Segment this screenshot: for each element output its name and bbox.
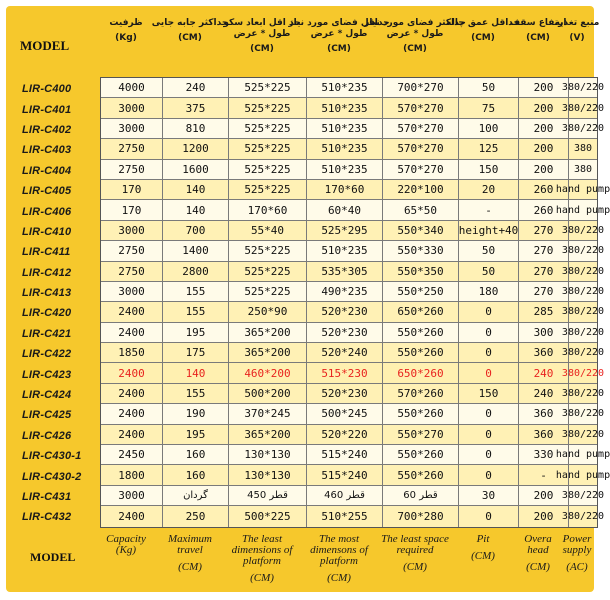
table-cell: 380/220 (561, 286, 605, 298)
header-unit: (CM) (178, 33, 202, 43)
model-cell: LIR-C426 (22, 429, 72, 442)
table-cell: 525*225 (229, 180, 307, 199)
table-cell: 515*240 (307, 445, 383, 464)
table-cell: 380/220 (561, 306, 605, 318)
table-row (101, 98, 605, 118)
table-cell: 240 (519, 363, 569, 382)
table-cell: 550*270 (383, 425, 459, 444)
model-cell: LIR-C401 (22, 103, 72, 116)
footer-label-line: head (527, 544, 549, 556)
table-cell: 2800 (163, 262, 229, 281)
table-cell: 260 (519, 180, 569, 199)
footer-unit: (CM) (327, 572, 351, 584)
table-cell: 500*225 (229, 506, 307, 526)
table-cell: 130*130 (229, 465, 307, 484)
model-cell: LIR-C421 (22, 327, 72, 340)
table-cell: hand pump (555, 449, 610, 461)
table-cell: 20 (459, 180, 519, 199)
table-cell: 550*350 (383, 262, 459, 281)
table-row (101, 425, 605, 445)
table-cell: 380/220 (561, 245, 605, 257)
model-cell: LIR-C425 (22, 409, 72, 422)
table-cell: 380/220 (561, 510, 605, 522)
footer-label-line: Pit (476, 533, 490, 545)
table-cell: 0 (459, 343, 519, 362)
footer-label-line: platform (243, 555, 281, 567)
header-title: حد اقل ابعاد سکو (223, 18, 301, 28)
table-cell: 550*330 (383, 241, 459, 260)
table-cell: 300 (519, 323, 569, 342)
table-cell: 360 (519, 425, 569, 444)
table-cell: 510*235 (307, 160, 383, 179)
table-cell: 260 (519, 200, 569, 219)
table-cell: 380/220 (561, 490, 605, 501)
model-header-label: MODEL (20, 38, 70, 53)
table-cell: 250 (163, 506, 229, 526)
footer-label-line: travel (177, 544, 203, 556)
header-cell (151, 12, 229, 74)
footer-unit: (CM) (403, 561, 427, 573)
persian-header (6, 12, 600, 74)
table-cell: 570*270 (383, 119, 459, 138)
table-row (101, 78, 605, 98)
table-cell: 2400 (101, 506, 163, 526)
table-cell: 380/220 (561, 388, 605, 400)
table-cell: 2400 (101, 302, 163, 321)
table-cell: 2400 (101, 323, 163, 342)
table-cell: 380/220 (561, 122, 605, 134)
header-cell (364, 12, 466, 74)
table-cell: 220*100 (383, 180, 459, 199)
model-cell: LIR-C431 (22, 491, 72, 503)
table-cell: 520*220 (307, 425, 383, 444)
header-unit: (CM) (526, 33, 550, 43)
table-cell: 380/220 (561, 265, 605, 277)
table-cell: 450 قطر (229, 486, 307, 505)
table-cell: hand pump (555, 184, 610, 196)
table-cell: 700*280 (383, 506, 459, 526)
table-row (101, 180, 610, 200)
table-cell: 380/220 (561, 347, 605, 359)
model-cell: LIR-C406 (22, 205, 72, 218)
table-cell: 195 (163, 323, 229, 342)
table-cell: 515*230 (307, 363, 383, 382)
table-cell: 460*200 (229, 363, 307, 382)
table-cell: 525*225 (229, 282, 307, 301)
table-cell: 550*260 (383, 445, 459, 464)
table-cell: 2400 (101, 425, 163, 444)
table-cell: 570*270 (383, 139, 459, 158)
table-cell: 200 (519, 486, 569, 505)
table-cell: 125 (459, 139, 519, 158)
table-cell: 160 (163, 465, 229, 484)
table-cell: 190 (163, 404, 229, 423)
model-cell: LIR-C432 (22, 511, 72, 524)
table-row (101, 200, 610, 220)
table-cell: 1200 (163, 139, 229, 158)
table-cell: 175 (163, 343, 229, 362)
footer-cell (95, 534, 157, 590)
table-cell: 3000 (101, 282, 163, 301)
table-cell: 140 (163, 180, 229, 199)
table-cell: 380 (573, 163, 593, 175)
table-cell: 550*250 (383, 282, 459, 301)
footer-cell (563, 534, 591, 590)
table-cell: 270 (519, 241, 569, 260)
table-cell: 490*235 (307, 282, 383, 301)
table-cell: 270 (519, 262, 569, 281)
table-cell: 510*235 (307, 78, 383, 97)
table-cell: 525*225 (229, 160, 307, 179)
table-cell: 3000 (101, 221, 163, 240)
table-cell: 270 (519, 221, 569, 240)
table-cell: 380/220 (561, 408, 605, 420)
table-row (101, 445, 610, 465)
table-row (101, 506, 605, 526)
model-cell: LIR-C424 (22, 389, 72, 402)
footer-unit: (CM) (250, 572, 274, 584)
table-cell: 0 (459, 506, 519, 526)
table-cell: 380/220 (561, 224, 605, 236)
table-cell: 2750 (101, 262, 163, 281)
header-unit: (CM) (327, 44, 351, 54)
table-cell: 1800 (101, 465, 163, 484)
table-cell: 2750 (101, 139, 163, 158)
model-cell: LIR-C410 (22, 225, 72, 238)
table-cell: 380/220 (561, 367, 605, 379)
table-cell: 2450 (101, 445, 163, 464)
table-cell: 200 (519, 506, 569, 526)
spec-sheet-frame (6, 6, 610, 592)
table-cell: 1400 (163, 241, 229, 260)
table-cell: 510*235 (307, 139, 383, 158)
table-cell: hand pump (555, 469, 610, 481)
table-cell: 650*260 (383, 363, 459, 382)
model-cell: LIR-C422 (22, 348, 72, 361)
table-cell: 510*235 (307, 98, 383, 117)
footer-cell (513, 534, 563, 590)
table-row (101, 323, 605, 343)
table-cell: 140 (163, 200, 229, 219)
table-cell: 2400 (101, 384, 163, 403)
table-cell: 50 (459, 78, 519, 97)
model-cell: LIR-C405 (22, 185, 72, 198)
footer-label-line: required (396, 544, 434, 556)
table-cell: 270 (519, 282, 569, 301)
model-footer-label: MODEL (30, 550, 76, 564)
footer-unit: (CM) (178, 561, 202, 573)
table-cell: 1850 (101, 343, 163, 362)
table-cell: 150 (459, 384, 519, 403)
table-cell: 0 (459, 445, 519, 464)
header-subtitle: طول * عرض (386, 29, 444, 39)
header-subtitle: طول * عرض (310, 29, 368, 39)
table-cell: 380 (573, 143, 593, 155)
table-row (101, 363, 605, 383)
table-cell: 365*200 (229, 323, 307, 342)
table-cell: - (459, 200, 519, 219)
table-cell: 0 (459, 425, 519, 444)
footer-label-line: Power (562, 533, 592, 545)
table-row (101, 119, 605, 139)
header-title: حداقل عمق چاله (446, 18, 520, 28)
table-cell: 60*40 (307, 200, 383, 219)
table-row (101, 282, 605, 302)
header-unit: (V) (569, 33, 585, 43)
table-cell: 700 (163, 221, 229, 240)
table-row (101, 262, 605, 282)
model-cell: LIR-C402 (22, 123, 72, 136)
table-cell: 155 (163, 384, 229, 403)
table-cell: 0 (459, 323, 519, 342)
table-cell: 50 (459, 262, 519, 281)
table-cell: 200 (519, 98, 569, 117)
table-cell: 3000 (101, 98, 163, 117)
footer-cell (377, 534, 453, 590)
table-cell: 180 (459, 282, 519, 301)
table-cell: 250*90 (229, 302, 307, 321)
table-cell: 525*295 (307, 221, 383, 240)
footer-label-line: dimensions of (231, 544, 293, 556)
table-cell: 3000 (101, 119, 163, 138)
table-cell: 2750 (101, 241, 163, 260)
table-cell: 520*240 (307, 343, 383, 362)
table-cell: 0 (459, 302, 519, 321)
table-cell: 0 (459, 465, 519, 484)
table-cell: 525*225 (229, 139, 307, 158)
footer-label-line: Maximum (168, 533, 212, 545)
table-cell: 510*255 (307, 506, 383, 526)
table-cell: 170 (101, 200, 163, 219)
table-cell: - (519, 465, 569, 484)
table-cell: 380/220 (561, 82, 605, 94)
table-row (101, 160, 597, 180)
table-row (101, 465, 610, 485)
header-title: ارتفاع سقف (509, 18, 567, 28)
model-cell: LIR-C420 (22, 307, 72, 320)
table-cell: 60 قطر (383, 486, 459, 505)
footer-cell (157, 534, 223, 590)
table-cell: 3000 (101, 486, 163, 505)
table-cell: 130*130 (229, 445, 307, 464)
table-cell: 380/220 (561, 428, 605, 440)
table-cell: 30 (459, 486, 519, 505)
footer-unit: (CM) (526, 561, 550, 573)
footer-label-line: Overa (524, 533, 552, 545)
table-cell: 510*235 (307, 241, 383, 260)
table-row (101, 384, 605, 404)
table-cell: 240 (163, 78, 229, 97)
table-cell: 195 (163, 425, 229, 444)
table-cell: 200 (519, 139, 569, 158)
table-row (101, 343, 605, 363)
table-cell: 370*245 (229, 404, 307, 423)
model-cell: LIR-C430-2 (22, 470, 82, 483)
table-cell: 360 (519, 404, 569, 423)
table-row (101, 302, 605, 322)
table-cell: 170 (101, 180, 163, 199)
table-cell: 1600 (163, 160, 229, 179)
table-cell: 460 قطر (307, 486, 383, 505)
table-cell: 520*230 (307, 323, 383, 342)
table-cell: 500*245 (307, 404, 383, 423)
header-subtitle: طول * عرض (233, 29, 291, 39)
table-cell: 330 (519, 445, 569, 464)
footer-cell (453, 534, 513, 590)
footer-label-line: Capacity (106, 533, 146, 545)
header-title: ظرفیت (109, 18, 143, 28)
table-cell: 285 (519, 302, 569, 321)
table-cell: 500*200 (229, 384, 307, 403)
footer-unit: (AC) (566, 561, 588, 573)
table-cell: 525*225 (229, 119, 307, 138)
table-cell: 360 (519, 343, 569, 362)
table-cell: 0 (459, 404, 519, 423)
table-cell: 365*200 (229, 425, 307, 444)
model-cell: LIR-C400 (22, 83, 72, 96)
table-cell: 535*305 (307, 262, 383, 281)
footer-cell (301, 534, 377, 590)
model-cell: LIR-C404 (22, 164, 72, 177)
table-cell: 520*230 (307, 384, 383, 403)
table-cell: 570*270 (383, 98, 459, 117)
table-cell: 2400 (101, 363, 163, 382)
table-cell: 150 (459, 160, 519, 179)
header-title: حداقل فضای مورد نیاز (288, 18, 390, 28)
table-cell: 155 (163, 302, 229, 321)
footer-label-line: The least (241, 533, 283, 545)
table-cell: 65*50 (383, 200, 459, 219)
table-cell: 380/220 (561, 326, 605, 338)
header-title: حداکثر جابه جایی (151, 18, 229, 28)
header-unit: (CM) (250, 44, 274, 54)
model-cell: LIR-C423 (22, 368, 72, 381)
table-cell: 700*270 (383, 78, 459, 97)
model-cell: LIR-C403 (22, 144, 72, 157)
table-cell: 550*260 (383, 323, 459, 342)
table-cell: 170*60 (307, 180, 383, 199)
table-row (101, 486, 605, 506)
table-cell: 200 (519, 78, 569, 97)
table-cell: height+40 (459, 221, 519, 240)
table-cell: 140 (163, 363, 229, 382)
footer-cell (223, 534, 301, 590)
model-cell: LIR-C411 (22, 246, 71, 259)
table-cell: 375 (163, 98, 229, 117)
table-cell: 550*260 (383, 465, 459, 484)
model-column (20, 79, 100, 528)
table-cell: 525*225 (229, 78, 307, 97)
table-cell: 550*260 (383, 343, 459, 362)
table-cell: 570*260 (383, 384, 459, 403)
header-title: منبع تغذیه (554, 18, 600, 28)
table-cell: 160 (163, 445, 229, 464)
header-cell (95, 12, 157, 74)
table-cell: گردان (163, 486, 229, 505)
model-cell: LIR-C413 (22, 287, 72, 300)
model-cell: LIR-C430-1 (22, 450, 82, 463)
table-cell: 510*235 (307, 119, 383, 138)
table-cell: 550*260 (383, 404, 459, 423)
footer-label-line: The most (318, 533, 360, 545)
table-cell: 550*340 (383, 221, 459, 240)
footer-label-line: (Kg) (115, 544, 137, 556)
english-footer (6, 534, 594, 590)
table-cell: 515*240 (307, 465, 383, 484)
table-cell: 100 (459, 119, 519, 138)
table-cell: 50 (459, 241, 519, 260)
header-cell (446, 12, 520, 74)
header-title: حداکثر فضای مورد نیاز (364, 18, 466, 28)
table-cell: 155 (163, 282, 229, 301)
header-unit: (CM) (471, 33, 495, 43)
spec-table (100, 77, 610, 528)
table-cell: 810 (163, 119, 229, 138)
table-row (101, 221, 605, 241)
table-cell: 55*40 (229, 221, 307, 240)
footer-label-line: supply (562, 544, 592, 556)
footer-label-line: platform (320, 555, 358, 567)
table-cell: 170*60 (229, 200, 307, 219)
table-cell: 200 (519, 119, 569, 138)
header-unit: (CM) (403, 44, 427, 54)
table-cell: 240 (519, 384, 569, 403)
table-cell: 200 (519, 160, 569, 179)
table-cell: 525*225 (229, 241, 307, 260)
table-cell: 380/220 (561, 102, 605, 114)
footer-label-line: dimensons of (310, 544, 368, 556)
table-row (101, 404, 605, 424)
header-cell (554, 12, 600, 74)
table-row (101, 241, 605, 261)
table-cell: 525*225 (229, 262, 307, 281)
footer-label-line: The least space (381, 533, 449, 545)
header-unit: (Kg) (115, 33, 137, 43)
table-cell: 650*260 (383, 302, 459, 321)
table-cell: hand pump (555, 204, 610, 216)
footer-unit: (CM) (471, 550, 495, 562)
table-cell: 520*230 (307, 302, 383, 321)
table-cell: 4000 (101, 78, 163, 97)
table-cell: 570*270 (383, 160, 459, 179)
table-cell: 525*225 (229, 98, 307, 117)
table-cell: 2750 (101, 160, 163, 179)
table-cell: 2400 (101, 404, 163, 423)
table-row (101, 139, 597, 159)
model-cell: LIR-C412 (22, 266, 72, 279)
table-cell: 75 (459, 98, 519, 117)
table-cell: 0 (459, 363, 519, 382)
table-cell: 365*200 (229, 343, 307, 362)
